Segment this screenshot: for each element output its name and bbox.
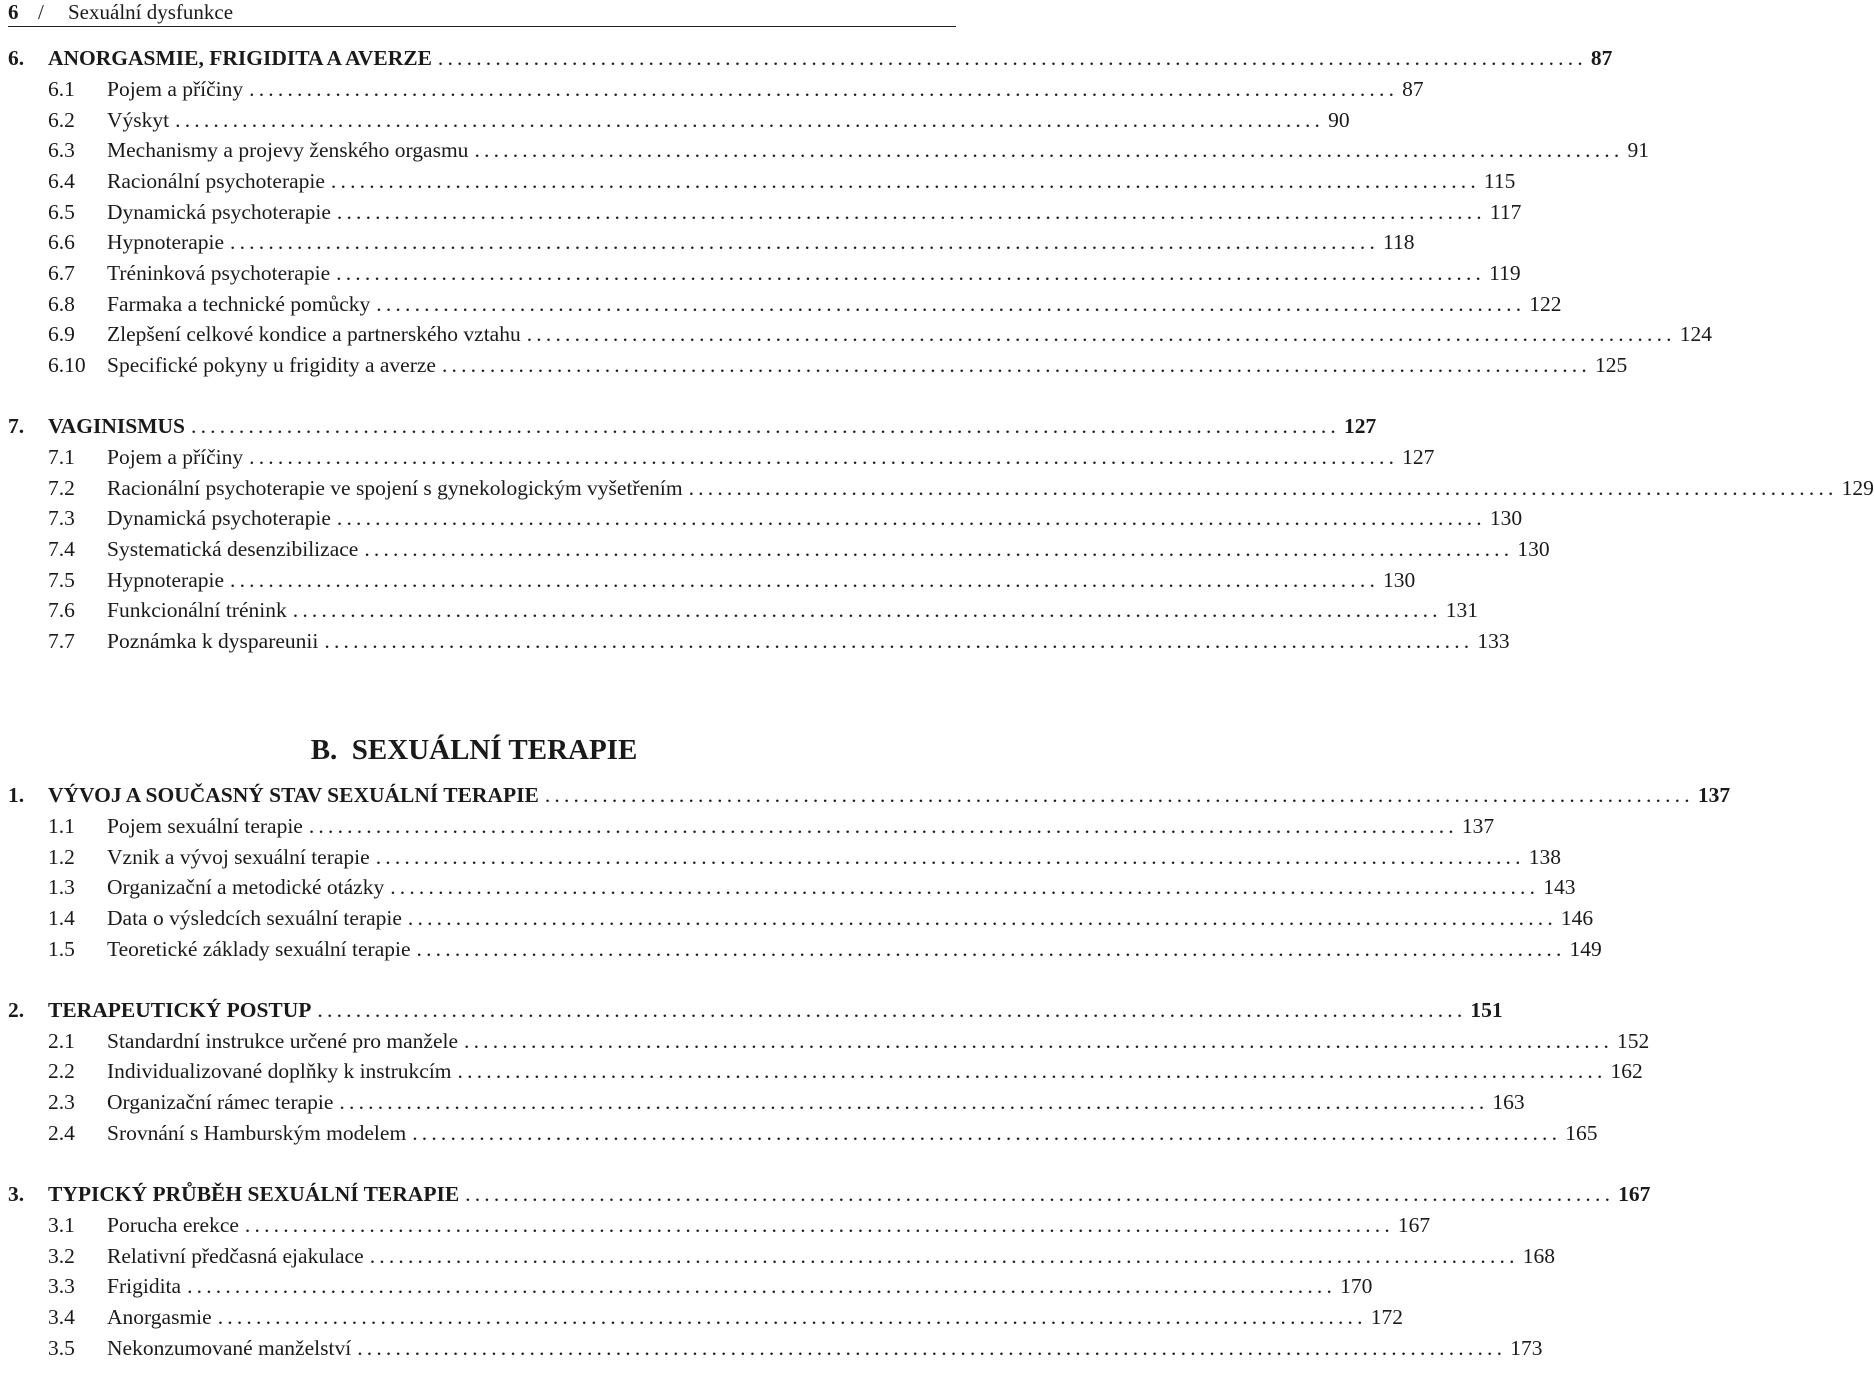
entry-title: Specifické pokyny u frigidity a averze	[107, 353, 436, 377]
entry-number: 7.7	[48, 629, 75, 653]
entry-number: 2.1	[48, 1029, 75, 1053]
dot-leader: ........................................................................................................................	[407, 906, 1557, 930]
dot-leader: ........................................................................................................................	[217, 1305, 1367, 1329]
toc-entry[interactable]	[8, 934, 1602, 964]
entry-title: VAGINISMUS	[48, 414, 185, 438]
entry-title: Individualizované doplňky k instrukcím	[107, 1059, 452, 1083]
header-separator: /	[38, 0, 44, 24]
entry-number: 3.4	[48, 1305, 75, 1329]
toc-entry[interactable]	[8, 197, 1522, 227]
entry-title: ANORGASMIE, FRIGIDITA A AVERZE	[48, 46, 432, 70]
toc-chapter-entry[interactable]	[8, 411, 1377, 441]
entry-title: Teoretické základy sexuální terapie	[107, 937, 411, 961]
toc-entry[interactable]	[8, 1118, 1598, 1148]
dot-leader: ........................................................................................................................	[244, 1213, 1394, 1237]
entry-number: 7.	[8, 414, 25, 438]
entry-title: TYPICKÝ PRŮBĚH SEXUÁLNÍ TERAPIE	[48, 1182, 460, 1206]
entry-number: 3.3	[48, 1274, 75, 1298]
entry-title: Zlepšení celkové kondice a partnerského vztahu	[107, 322, 521, 346]
dot-leader: ........................................................................................................................	[230, 568, 1380, 592]
entry-page-number: 127	[1344, 414, 1377, 438]
entry-title: Farmaka a technické pomůcky	[107, 292, 371, 316]
entry-number: 1.	[8, 783, 25, 807]
entry-page-number: 124	[1679, 322, 1712, 346]
entry-number: 6.6	[48, 230, 75, 254]
toc-entry[interactable]	[8, 1302, 1403, 1332]
part-title-text: SEXUÁLNÍ TERAPIE	[351, 734, 638, 766]
entry-number: 1.3	[48, 875, 75, 899]
dot-leader: ........................................................................................................................	[308, 814, 1458, 838]
entry-page-number: 143	[1543, 875, 1576, 899]
entry-number: 6.1	[48, 77, 75, 101]
entry-page-number: 131	[1445, 598, 1478, 622]
dot-leader: ........................................................................................................................	[526, 322, 1676, 346]
entry-title: Dynamická psychoterapie	[107, 200, 331, 224]
entry-title: Frigidita	[107, 1274, 182, 1298]
dot-leader: ........................................................................................................................	[544, 783, 1694, 807]
dot-leader: ........................................................................................................................	[390, 875, 1540, 899]
entry-page-number: 125	[1594, 353, 1628, 377]
entry-title: Hypnoterapie	[107, 568, 225, 592]
dot-leader: ........................................................................................................................	[230, 230, 1380, 254]
entry-number: 2.2	[48, 1059, 75, 1083]
toc-entry[interactable]	[8, 1056, 1643, 1086]
dot-leader: ........................................................................................................................	[464, 1029, 1614, 1053]
toc-entry[interactable]	[8, 1026, 1650, 1056]
entry-page-number: 163	[1492, 1090, 1525, 1114]
entry-title: TERAPEUTICKÝ POSTUP	[48, 998, 312, 1022]
entry-number: 1.5	[48, 937, 75, 961]
entry-page-number: 146	[1560, 906, 1594, 930]
entry-title: Racionální psychoterapie	[107, 169, 325, 193]
dot-leader: ........................................................................................................................	[369, 1244, 1519, 1268]
entry-page-number: 133	[1477, 629, 1510, 653]
dot-leader: ........................................................................................................................	[375, 845, 1525, 869]
entry-title: Dynamická psychoterapie	[107, 506, 331, 530]
entry-number: 3.1	[48, 1213, 75, 1237]
toc-entry[interactable]	[8, 595, 1478, 625]
toc-entry[interactable]	[8, 1241, 1555, 1271]
toc-entry[interactable]	[8, 872, 1576, 902]
toc-entry[interactable]	[8, 442, 1435, 472]
toc-chapter-entry[interactable]	[8, 1179, 1651, 1209]
toc-entry[interactable]	[8, 842, 1561, 872]
toc-entry[interactable]	[8, 1333, 1543, 1363]
entry-page-number: 117	[1489, 200, 1522, 224]
toc-chapter-entry[interactable]	[8, 43, 1613, 73]
entry-title: Pojem a příčiny	[107, 77, 244, 101]
page-number: 6	[8, 0, 19, 24]
entry-page-number: 152	[1617, 1029, 1650, 1053]
dot-leader: ........................................................................................................................	[175, 108, 1325, 132]
toc-entry[interactable]	[8, 227, 1415, 257]
dot-leader: ........................................................................................................................	[336, 200, 1486, 224]
entry-title: VÝVOJ A SOUČASNÝ STAV SEXUÁLNÍ TERAPIE	[48, 783, 539, 807]
toc-entry[interactable]	[8, 258, 1521, 288]
entry-title: Data o výsledcích sexuální terapie	[107, 906, 402, 930]
running-title: Sexuální dysfunkce	[68, 0, 234, 24]
toc-entry[interactable]	[8, 135, 1649, 165]
entry-title: Pojem sexuální terapie	[107, 814, 303, 838]
entry-number: 7.6	[48, 598, 75, 622]
dot-leader: ........................................................................................................................	[457, 1059, 1607, 1083]
dot-leader: ........................................................................................................................	[249, 77, 1399, 101]
dot-leader: ........................................................................................................................	[688, 476, 1838, 500]
toc-entry[interactable]	[8, 105, 1350, 135]
entry-title: Relativní předčasná ejakulace	[107, 1244, 364, 1268]
entry-number: 6.3	[48, 138, 75, 162]
entry-number: 6.8	[48, 292, 75, 316]
page-header	[8, 0, 956, 27]
entry-page-number: 173	[1510, 1336, 1543, 1360]
toc-chapter-entry[interactable]	[8, 780, 1731, 810]
entry-number: 6.9	[48, 322, 75, 346]
entry-title: Porucha erekce	[107, 1213, 239, 1237]
entry-number: 7.3	[48, 506, 75, 530]
dot-leader: ........................................................................................................................	[437, 46, 1587, 70]
dot-leader: ........................................................................................................................	[317, 998, 1467, 1022]
entry-page-number: 138	[1528, 845, 1561, 869]
entry-number: 3.2	[48, 1244, 75, 1268]
entry-title: Poznámka k dyspareunii	[107, 629, 319, 653]
dot-leader: ........................................................................................................................	[324, 629, 1474, 653]
entry-number: 7.2	[48, 476, 75, 500]
entry-title: Organizační rámec terapie	[107, 1090, 334, 1114]
part-heading	[0, 732, 948, 768]
entry-title: Organizační a metodické otázky	[107, 875, 385, 899]
toc-entry[interactable]	[8, 903, 1594, 933]
entry-page-number: 90	[1328, 108, 1350, 132]
dot-leader: ........................................................................................................................	[336, 261, 1486, 285]
dot-leader: ........................................................................................................................	[292, 598, 1442, 622]
toc-entry[interactable]	[8, 1271, 1373, 1301]
entry-page-number: 87	[1402, 77, 1424, 101]
dot-leader: ........................................................................................................................	[441, 353, 1591, 377]
entry-page-number: 165	[1565, 1121, 1598, 1145]
dot-leader: ........................................................................................................................	[330, 169, 1480, 193]
entry-number: 7.1	[48, 445, 75, 469]
entry-number: 7.4	[48, 537, 75, 561]
dot-leader: ........................................................................................................................	[416, 937, 1566, 961]
dot-leader: ........................................................................................................................	[187, 1274, 1337, 1298]
entry-number: 6.2	[48, 108, 75, 132]
entry-title: Nekonzumované manželství	[107, 1336, 352, 1360]
toc-entry[interactable]	[8, 473, 1874, 503]
entry-page-number: 137	[1697, 783, 1731, 807]
entry-page-number: 162	[1610, 1059, 1643, 1083]
entry-title: Pojem a příčiny	[107, 445, 244, 469]
toc-chapter-entry[interactable]	[8, 995, 1503, 1025]
entry-title: Mechanismy a projevy ženského orgasmu	[107, 138, 469, 162]
entry-page-number: 122	[1529, 292, 1562, 316]
entry-number: 7.5	[48, 568, 75, 592]
toc-entry[interactable]	[8, 534, 1550, 564]
dot-leader: ........................................................................................................................	[474, 138, 1624, 162]
entry-page-number: 151	[1470, 998, 1503, 1022]
entry-number: 1.1	[48, 814, 75, 838]
entry-page-number: 172	[1370, 1305, 1403, 1329]
dot-leader: ........................................................................................................................	[412, 1121, 1562, 1145]
entry-page-number: 167	[1618, 1182, 1651, 1206]
toc-entry[interactable]	[8, 289, 1562, 319]
entry-title: Hypnoterapie	[107, 230, 225, 254]
entry-number: 2.3	[48, 1090, 75, 1114]
dot-leader: ........................................................................................................................	[191, 414, 1340, 438]
entry-number: 3.5	[48, 1336, 75, 1360]
dot-leader: ........................................................................................................................	[339, 1090, 1489, 1114]
entry-page-number: 137	[1461, 814, 1495, 838]
entry-page-number: 87	[1590, 46, 1613, 70]
entry-page-number: 127	[1402, 445, 1435, 469]
entry-page-number: 149	[1569, 937, 1602, 961]
entry-page-number: 130	[1383, 568, 1416, 592]
toc-entry[interactable]	[8, 1210, 1431, 1240]
toc-entry[interactable]	[8, 811, 1495, 841]
entry-page-number: 167	[1397, 1213, 1431, 1237]
entry-title: Výskyt	[107, 108, 170, 132]
entry-page-number: 129	[1841, 476, 1874, 500]
entry-title: Vznik a vývoj sexuální terapie	[107, 845, 370, 869]
entry-page-number: 118	[1383, 230, 1415, 254]
toc-entry[interactable]	[8, 319, 1712, 349]
entry-page-number: 170	[1340, 1274, 1373, 1298]
entry-number: 6.5	[48, 200, 75, 224]
entry-title: Systematická desenzibilizace	[107, 537, 359, 561]
entry-page-number: 91	[1627, 138, 1649, 162]
part-letter: B.	[310, 734, 338, 766]
entry-number: 6.	[8, 46, 25, 70]
entry-number: 6.7	[48, 261, 75, 285]
entry-page-number: 119	[1489, 261, 1521, 285]
entry-number: 3.	[8, 1182, 25, 1206]
toc-entry[interactable]	[8, 1087, 1525, 1117]
entry-title: Racionální psychoterapie ve spojení s gynekologickým vyšetřením	[107, 476, 683, 500]
toc-entry[interactable]	[8, 565, 1416, 595]
entry-title: Tréninková psychoterapie	[107, 261, 331, 285]
dot-leader: ........................................................................................................................	[364, 537, 1514, 561]
entry-number: 1.4	[48, 906, 75, 930]
entry-title: Anorgasmie	[107, 1305, 212, 1329]
dot-leader: ........................................................................................................................	[376, 292, 1526, 316]
dot-leader: ........................................................................................................................	[357, 1336, 1507, 1360]
entry-number: 6.4	[48, 169, 75, 193]
toc-entry[interactable]	[8, 166, 1516, 196]
dot-leader: ........................................................................................................................	[465, 1182, 1615, 1206]
toc-entry[interactable]	[8, 350, 1628, 380]
toc-entry[interactable]	[8, 503, 1523, 533]
dot-leader: ........................................................................................................................	[336, 506, 1486, 530]
entry-title: Funkcionální trénink	[107, 598, 287, 622]
entry-title: Srovnání s Hamburským modelem	[107, 1121, 407, 1145]
dot-leader: ........................................................................................................................	[249, 445, 1399, 469]
entry-title: Standardní instrukce určené pro manžele	[107, 1029, 459, 1053]
entry-number: 6.10	[48, 353, 86, 377]
toc-entry[interactable]	[8, 626, 1510, 656]
entry-page-number: 130	[1489, 506, 1523, 530]
toc-entry[interactable]	[8, 74, 1424, 104]
entry-page-number: 130	[1517, 537, 1550, 561]
entry-page-number: 168	[1522, 1244, 1555, 1268]
entry-number: 2.	[8, 998, 25, 1022]
entry-number: 2.4	[48, 1121, 75, 1145]
entry-number: 1.2	[48, 845, 75, 869]
entry-page-number: 115	[1483, 169, 1516, 193]
